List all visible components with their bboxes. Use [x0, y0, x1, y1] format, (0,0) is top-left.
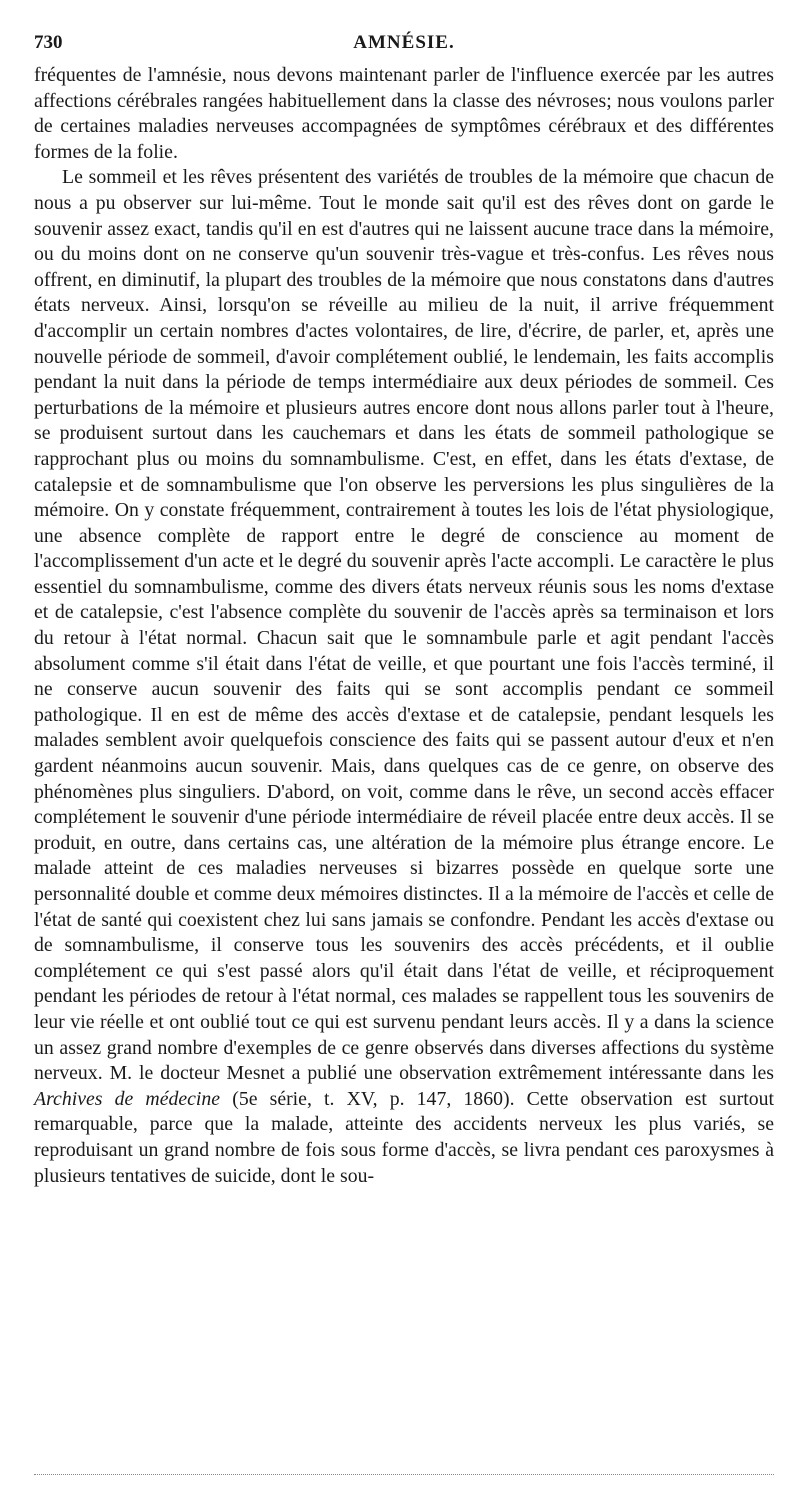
running-title: AMNÉSIE.	[353, 32, 455, 53]
paragraph-text-after-citation: (5e série, t. XV, p. 147, 1860). Cette observation est surtout remarquable, parce que la malade, atteinte des accidents nerveux les plus variés, se reproduisant un grand nombre de fois sous forme d'accès, se livra pendant ces paroxysmes à plusieurs tentatives de suicide, dont le sou-	[34, 1087, 774, 1187]
journal-title-citation: Archives de médecine	[34, 1087, 221, 1110]
paragraph-sleep-and-dreams	[34, 165, 774, 1189]
page-number: 730	[34, 32, 63, 53]
footer-dotted-rule	[34, 1474, 774, 1475]
running-head	[34, 32, 774, 58]
body-text	[34, 63, 774, 1189]
paragraph-continuation: fréquentes de l'amnésie, nous devons maintenant parler de l'influence exercée par les autres affections cérébrales rangées habituellement dans la classe des névroses; nous voulons parler de certaines maladies nerveuses accompagnées de symptômes cérébraux et des différentes formes de la folie.	[34, 64, 774, 163]
paragraph-text-before-citation: Le sommeil et les rêves présentent des variétés de troubles de la mémoire que chacun de nous a pu observer sur lui-même. Tout le monde sait qu'il est des rêves dont on garde le souvenir assez exact, tandis qu'il en est d'autres qui ne laissent aucune trace dans la mémoire, ou du moins dont on ne conserve qu'un souvenir très-vague et très-confus. Les rêves nous offrent, en diminutif, la plupart des troubles de la mémoire que nous constatons dans d'autres états nerveux. Ainsi, lorsqu'on se réveille au milieu de la nuit, il arrive fréquemment d'accomplir un certain nombres d'actes volontaires, de lire, d'écrire, de parler, et, après une nouvelle période de sommeil, d'avoir complétement oublié, le lendemain, les faits accomplis pendant la nuit dans la période de temps intermédiaire aux deux périodes de sommeil. Ces perturbations de la mémoire et plusieurs autres encore dont nous allons parler tout à l'heure, se produisent surtout dans les cauchemars et dans les états de sommeil pathologique se rapprochant plus ou moins du somnambulisme. C'est, en effet, dans les états d'extase, de catalepsie et de somnambulisme que l'on observe les perversions les plus singulières de la mémoire. On y constate fréquemment, contrairement à toutes les lois de l'état physiologique, une absence complète de rapport entre le degré de conscience au moment de l'accomplissement d'un acte et le degré du souvenir après l'acte accompli. Le caractère le plus essentiel du somnambulisme, comme des divers états nerveux réunis sous les noms d'extase et de catalepsie, c'est l'absence complète du souvenir de l'accès après sa terminaison et lors du retour à l'état normal. Chacun sait que le somnambule parle et agit pendant l'accès absolument comme s'il était dans l'état de veille, et que pourtant une fois l'accès terminé, il ne conserve aucun souvenir des faits qui se sont accomplis pendant ce sommeil pathologique. Il en est de même des accès d'extase et de catalepsie, pendant lesquels les malades semblent avoir quelquefois conscience des faits qui se passent autour d'eux et n'en gardent néanmoins aucun souvenir. Mais, dans quelques cas de ce genre, on observe des phénomènes plus singuliers. D'abord, on voit, comme dans le rêve, un second accès effacer complétement le souvenir d'une période intermédiaire de réveil placée entre deux accès. Il se produit, en outre, dans certains cas, une altération de la mémoire plus étrange encore. Le malade atteint de ces maladies nerveuses si bizarres possède en quelque sorte une personnalité double et comme deux mémoires distinctes. Il a la mémoire de l'accès et celle de l'état de santé qui coexistent chez lui sans jamais se confondre. Pendant les accès d'extase ou de somnambulisme, il conserve tous les souvenirs des accès précédents, et il oublie complétement ce qui s'est passé alors qu'il était dans l'état de veille, et réciproquement pendant les périodes de retour à l'état normal, ces malades se rappellent tous les souvenirs de leur vie réelle et ont oublié tout ce qui est survenu pendant leurs accès. Il y a dans la science un assez grand nombre d'exemples de ce genre observés dans diverses affections du système nerveux. M. le docteur Mesnet a publié une observation extrêmement intéressante dans les	[34, 166, 774, 1085]
